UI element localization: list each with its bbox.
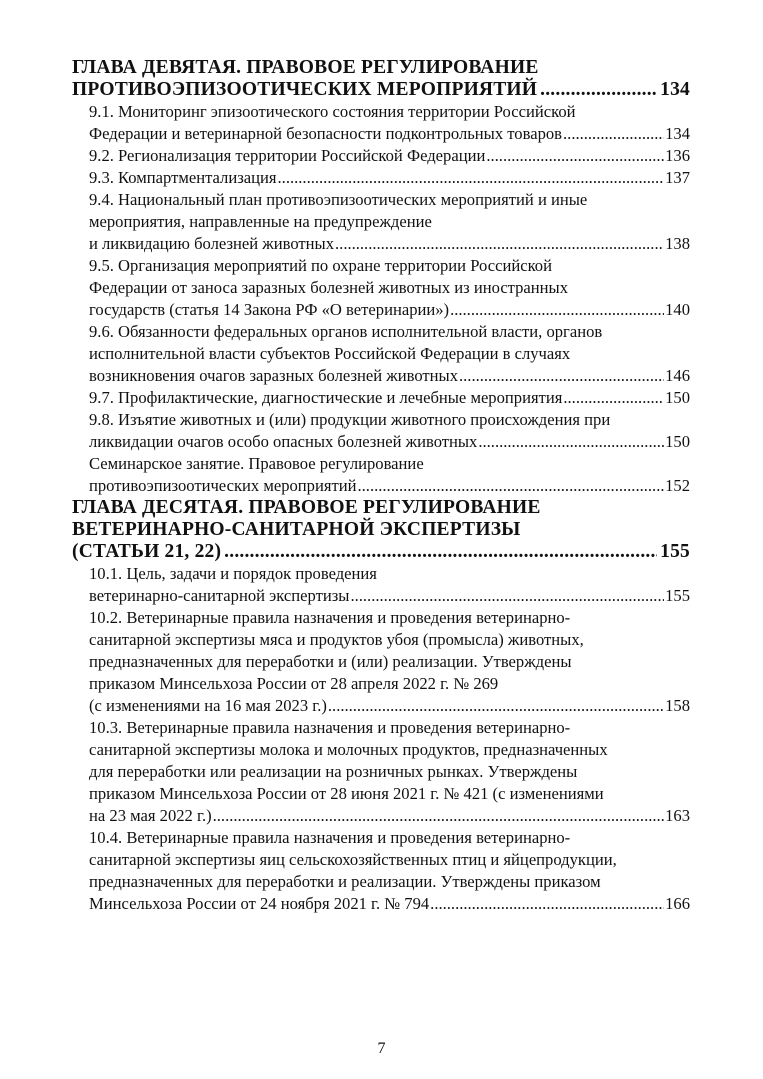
section-text: и ликвидацию болезней животных	[89, 234, 335, 253]
chapter-title-line: ГЛАВА ДЕСЯТАЯ. ПРАВОВОЕ РЕГУЛИРОВАНИЕ	[72, 497, 541, 518]
dot-leader	[486, 145, 664, 167]
section-text: санитарной экспертизы мяса и продуктов убоя (промысла) животных,	[89, 630, 584, 649]
chapter-heading	[72, 497, 690, 563]
toc-section[interactable]	[72, 409, 690, 453]
page-ref: 146	[665, 366, 690, 385]
page-ref: 150	[665, 388, 690, 407]
section-text: 9.1. Мониторинг эпизоотического состояния территории Российской	[89, 102, 576, 121]
section-text: 10.3. Ветеринарные правила назначения и проведения ветеринарно-	[89, 718, 571, 737]
section-text: 9.8. Изъятие животных и (или) продукции животного происхождения при	[89, 410, 611, 429]
section-text: исполнительной власти субъектов Российской Федерации в случаях	[89, 344, 571, 363]
section-text: 10.2. Ветеринарные правила назначения и проведения ветеринарно-	[89, 608, 571, 627]
dot-leader	[459, 365, 664, 387]
section-text: на 23 мая 2022 г.)	[89, 806, 212, 825]
toc-section[interactable]	[72, 453, 690, 497]
chapter-title-line: (СТАТЬИ 21, 22)	[72, 541, 222, 562]
dot-leader	[358, 475, 665, 497]
toc-entry[interactable]	[72, 541, 690, 563]
section-text: мероприятия, направленные на предупреждение	[89, 212, 432, 231]
page-ref: 140	[665, 300, 690, 319]
toc-section[interactable]	[72, 145, 690, 167]
toc-entry[interactable]	[72, 79, 690, 101]
section-text: приказом Минсельхоза России от 28 апреля 2022 г. № 269	[89, 674, 499, 693]
chapter-title-line: ПРОТИВОЭПИЗООТИЧЕСКИХ МЕРОПРИЯТИЙ	[72, 79, 538, 100]
section-text: ветеринарно-санитарной экспертизы	[89, 586, 350, 605]
toc-section[interactable]	[72, 563, 690, 607]
dot-leader	[328, 695, 664, 717]
toc-section[interactable]	[72, 827, 690, 915]
section-text: 9.7. Профилактические, диагностические и лечебные мероприятия	[89, 388, 563, 407]
page-ref: 155	[665, 586, 690, 605]
dot-leader	[335, 233, 664, 255]
page-ref: 152	[665, 476, 690, 495]
dot-leader	[430, 893, 664, 915]
page-ref: 134	[665, 124, 690, 143]
toc-section[interactable]	[72, 167, 690, 189]
section-text: 9.4. Национальный план противоэпизоотических мероприятий и иные	[89, 190, 588, 209]
section-text: для переработки или реализации на розничных рынках. Утверждены	[89, 762, 578, 781]
page-ref: 166	[665, 894, 690, 913]
page-ref: 163	[665, 806, 690, 825]
section-text: 9.3. Компартментализация	[89, 168, 277, 187]
page-ref: 138	[665, 234, 690, 253]
section-text: предназначенных для переработки и (или) реализации. Утверждены	[89, 652, 572, 671]
page-ref: 134	[660, 79, 690, 100]
toc-section[interactable]	[72, 255, 690, 321]
dot-leader	[563, 387, 664, 409]
section-text: санитарной экспертизы яиц сельскохозяйственных птиц и яйцепродукции,	[89, 850, 617, 869]
dot-leader	[350, 585, 664, 607]
toc-section[interactable]	[72, 101, 690, 145]
dot-leader	[540, 79, 657, 101]
toc-section[interactable]	[72, 717, 690, 827]
chapter-title-line: ГЛАВА ДЕВЯТАЯ. ПРАВОВОЕ РЕГУЛИРОВАНИЕ	[72, 57, 539, 78]
section-text: ликвидации очагов особо опасных болезней животных	[89, 432, 478, 451]
dot-leader	[224, 541, 657, 563]
dot-leader	[450, 299, 664, 321]
toc-section[interactable]	[72, 321, 690, 387]
section-text: приказом Минсельхоза России от 28 июня 2021 г. № 421 (с изменениями	[89, 784, 604, 803]
section-text: Семинарское занятие. Правовое регулирование	[89, 454, 424, 473]
section-text: (с изменениями на 16 мая 2023 г.)	[89, 696, 327, 715]
section-text: санитарной экспертизы молока и молочных продуктов, предназначенных	[89, 740, 608, 759]
section-text: Федерации от заноса заразных болезней животных из иностранных	[89, 278, 569, 297]
chapter-title-line: ВЕТЕРИНАРНО-САНИТАРНОЙ ЭКСПЕРТИЗЫ	[72, 519, 521, 540]
page-ref: 158	[665, 696, 690, 715]
dot-leader	[213, 805, 664, 827]
page-number: 7	[377, 1040, 386, 1057]
section-text: Минсельхоза России от 24 ноября 2021 г. № 794	[89, 894, 430, 913]
chapter-heading	[72, 57, 690, 101]
table-of-contents	[72, 57, 690, 915]
toc-section[interactable]	[72, 607, 690, 717]
section-text: возникновения очагов заразных болезней животных	[89, 366, 458, 385]
page-ref: 155	[660, 541, 690, 562]
section-text: 9.2. Регионализация территории Российской Федерации	[89, 146, 486, 165]
page-ref: 150	[665, 432, 690, 451]
section-text: 10.1. Цель, задачи и порядок проведения	[89, 564, 377, 583]
section-text: государств (статья 14 Закона РФ «О ветеринарии»)	[89, 300, 450, 319]
dot-leader	[563, 123, 664, 145]
page-ref: 137	[665, 168, 690, 187]
page-ref: 136	[665, 146, 690, 165]
toc-section[interactable]	[72, 189, 690, 255]
section-text: противоэпизоотических мероприятий	[89, 476, 357, 495]
toc-section[interactable]	[72, 387, 690, 409]
section-text: 10.4. Ветеринарные правила назначения и проведения ветеринарно-	[89, 828, 571, 847]
section-text: 9.5. Организация мероприятий по охране территории Российской	[89, 256, 552, 275]
section-text: Федерации и ветеринарной безопасности подконтрольных товаров	[89, 124, 563, 143]
dot-leader	[278, 167, 665, 189]
dot-leader	[478, 431, 664, 453]
section-text: 9.6. Обязанности федеральных органов исполнительной власти, органов	[89, 322, 603, 341]
section-text: предназначенных для переработки и реализации. Утверждены приказом	[89, 872, 601, 891]
